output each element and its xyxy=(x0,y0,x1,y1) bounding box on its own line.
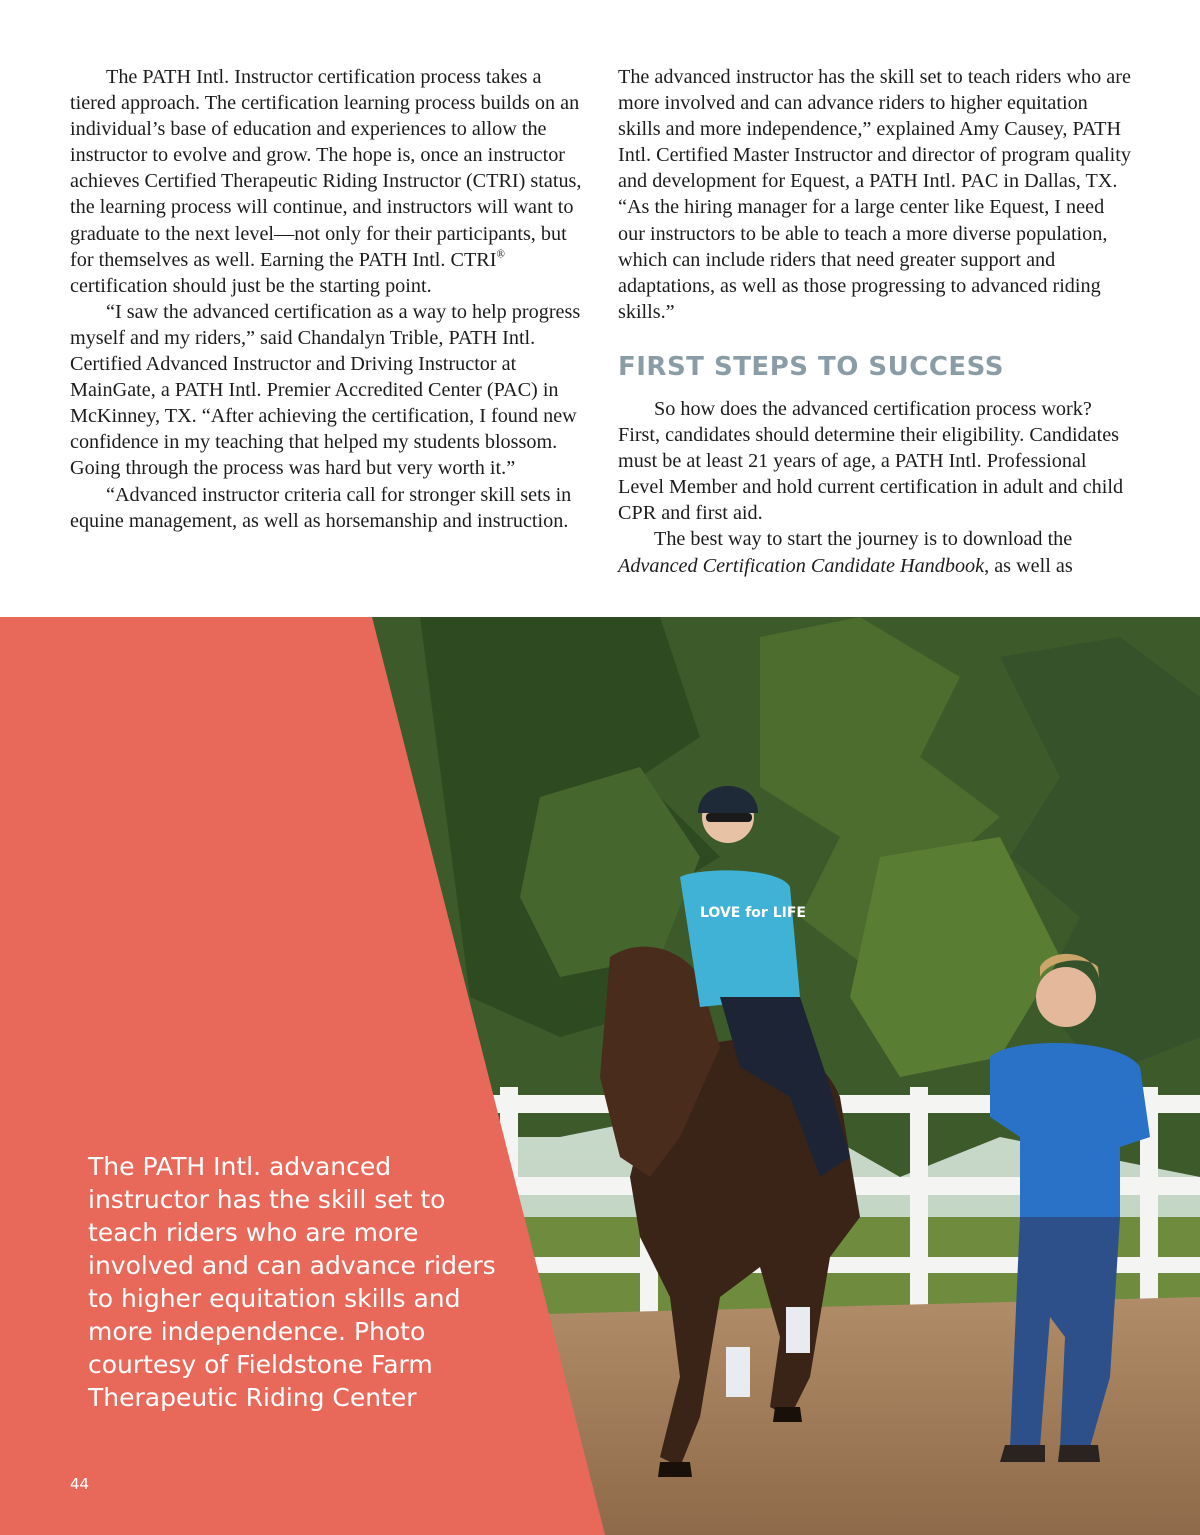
article-right-column xyxy=(618,64,1134,579)
paragraph-5: So how does the advanced certification process work? First, candidates should determine their eligibility. Candidates must be at least 21 years of age, a PATH Intl. Professional Level Member and hold current certification in adult and child CPR and first aid. xyxy=(618,397,1124,525)
photo-caption: The PATH Intl. advanced instructor has the skill set to teach riders who are more involved and can advance riders to higher equitation skills and more independence. Photo courtesy of Fieldstone Farm Therapeutic Riding Center xyxy=(88,1152,496,1412)
paragraph-3: “Advanced instructor criteria call for stronger skill sets in equine management, as well as horsemanship and instruction. xyxy=(70,483,572,532)
page-number: 44 xyxy=(70,1475,90,1493)
shirt-text: LOVE for LIFE xyxy=(700,905,806,921)
paragraph-2: “I saw the advanced certification as a way to help progress myself and my riders,” said Chandalyn Trible, PATH Intl. Certified Advanced Instructor and Driving Instructor at MainGate, a PATH Intl. Premier Accredited Center (PAC) in McKinney, TX. “After achieving the certification, I found new confidence in my teaching that helped my students blossom. Going through the process was hard but very worth it.” xyxy=(70,300,581,480)
paragraph-1: The PATH Intl. Instructor certification process takes a tiered approach. The certification learning process builds on an individual’s base of education and experiences to allow the instructor to evolve and grow. The hope is, once an instructor achieves Certified Therapeutic Riding Instructor (CTRI) status, the learning process will continue, and instructors will want to graduate to the next level—not only for their participants, but for themselves as well. Earning the PATH Intl. CTRI® certification should just be the starting point. xyxy=(70,66,582,297)
photo-panel xyxy=(0,617,1200,1535)
article-left-column xyxy=(70,64,582,534)
paragraph-6: The best way to start the journey is to download the Advanced Certification Candidate Handbook, as well as xyxy=(618,528,1073,577)
paragraph-4: The advanced instructor has the skill set to teach riders who are more involved and can advance riders to higher equitation skills and more independence,” explained Amy Causey, PATH Intl. Certified Master Instructor and director of program quality and development for Equest, a PATH Intl. PAC in Dallas, TX. “As the hiring manager for a large center like Equest, I need our instructors to be able to teach a more diverse population, which can include riders that need greater support and adaptations, as well as those progressing to advanced riding skills.” xyxy=(618,66,1131,323)
section-heading: FIRST STEPS TO SUCCESS xyxy=(618,351,1004,382)
